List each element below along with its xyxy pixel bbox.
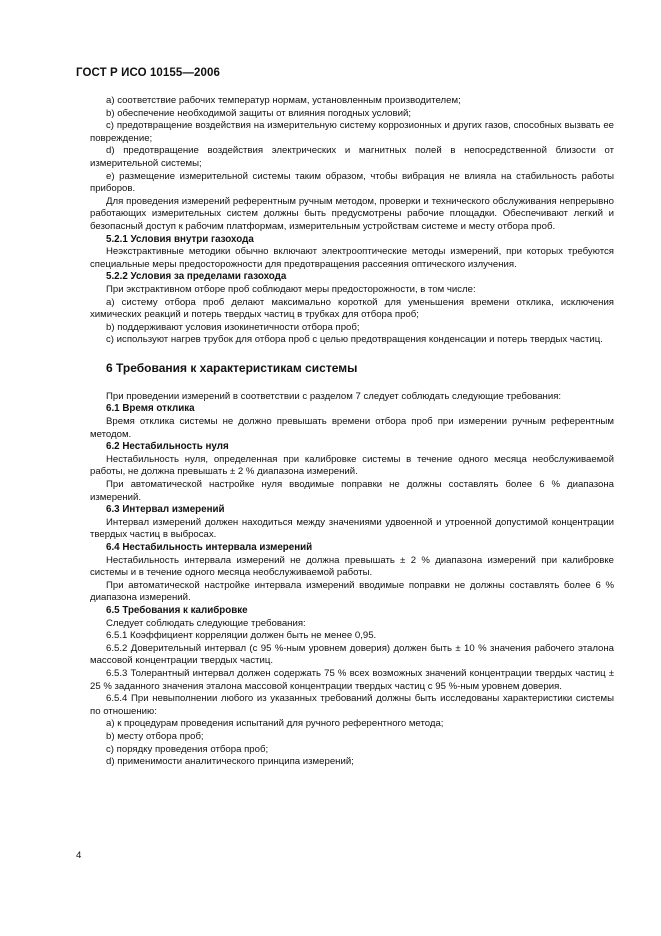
paragraph: При автоматической настройке интервала измерений вводимые поправки не должны составлять более 6 % диапазона измерений. (90, 579, 614, 604)
paragraph: При автоматической настройке нуля вводимые поправки не должны составлять более 6 % диапазона измерений. (90, 479, 614, 503)
list-item: d) предотвращение воздействия электрических и магнитных полей в непосредственной близости от измерительной системы; (90, 145, 614, 169)
list-item: c) предотвращение воздействия на измерительную систему коррозионных и других газов, способных вызвать ее повреждение; (90, 120, 614, 144)
heading-6-1: 6.1 Время отклика (106, 403, 195, 415)
heading-section-6: 6 Требования к характеристикам системы (106, 360, 358, 375)
paragraph-platforms: Для проведения измерений референтным ручным методом, проверки и технического обслуживания непрерывно работающих измерительных систем должны быть предусмотрены рабочие площадки. Обеспечивают легкий и безопасный доступ к рабочим платформам, измерительным устройствам системе и месту отбора проб. (90, 195, 614, 232)
page-number: 4 (76, 850, 82, 861)
list-item: a) систему отбора проб делают максимально короткой для уменьшения времени отклика, исключения химических реакций и потерь твердых частиц в трубках для отбора проб; (90, 296, 614, 321)
paragraph: Время отклика системы не должно превышать времени отбора проб при измерении ручным референтным методом. (90, 416, 614, 440)
list-item: e) размещение измерительной системы таким образом, чтобы вибрация не влияла на стабильность работы приборов. (90, 170, 614, 195)
heading-5-2-1: 5.2.1 Условия внутри газохода (106, 233, 254, 245)
list-item: d) применимости аналитического принципа измерений; (106, 756, 354, 768)
list-item: c) используют нагрев трубок для отбора проб с целью предотвращения конденсации и потерь твердых частиц. (106, 334, 603, 346)
paragraph: Следует соблюдать следующие требования: (106, 617, 306, 629)
paragraph: 6.5.3 Толерантный интервал должен содержать 75 % всех возможных значений концентрации твердых частиц ± 25 % заданного значения эталона массовой концентрации твердых частиц с 95 %-ным уровнем доверия. (90, 667, 614, 692)
paragraph: Нестабильность нуля, определенная при калибровке системы в течение одного месяца необслуживаемой работы, не должна превышать ± 2 % диапазона измерений. (90, 453, 614, 478)
paragraph: При проведении измерений в соответствии с разделом 7 следует соблюдать следующие требования: (106, 390, 562, 402)
list-item: a) соответствие рабочих температур нормам, установленным производителем; (106, 95, 461, 106)
paragraph: При экстрактивном отборе проб соблюдают меры предосторожности, в том числе: (106, 283, 476, 295)
document-header: ГОСТ Р ИСО 10155—2006 (76, 67, 221, 79)
list-item: b) поддерживают условия изокинетичности отбора проб; (106, 321, 360, 333)
paragraph: Интервал измерений должен находиться между значениями удвоенной и утроенной допустимой концентрации твердых частиц в выбросах. (90, 516, 614, 541)
heading-6-3: 6.3 Интервал измерений (106, 504, 225, 516)
list-item: b) месту отбора проб; (106, 730, 204, 742)
paragraph: 6.5.1 Коэффициент корреляции должен быть не менее 0,95. (106, 630, 377, 642)
page-content (90, 95, 614, 769)
paragraph: Нестабильность интервала измерений не должна превышать ± 2 % диапазона измерений при калибровке системы и в течение одного месяца необслуживаемой работы. (90, 554, 614, 579)
heading-6-4: 6.4 Нестабильность интервала измерений (106, 542, 313, 553)
paragraph: Неэкстрактивные методики обычно включают электрооптические методы измерений, при которых требуются специальные меры предосторожности для предотвращения рассеяния оптического излучения. (90, 246, 614, 270)
paragraph: 6.5.4 При невыполнении любого из указанных требований должны быть исследованы характеристики системы по отношению: (90, 693, 614, 717)
list-item: c) порядку проведения отбора проб; (106, 743, 269, 755)
heading-6-2: 6.2 Нестабильность нуля (106, 441, 229, 453)
list-item: a) к процедурам проведения испытаний для ручного референтного метода; (106, 718, 444, 730)
heading-5-2-2: 5.2.2 Условия за пределами газохода (106, 271, 287, 283)
paragraph: 6.5.2 Доверительный интервал (с 95 %-ным уровнем доверия) должен быть ± 10 % значения рабочего эталона массовой концентрации твердых частиц. (90, 642, 614, 667)
heading-6-5: 6.5 Требования к калибровке (106, 604, 248, 616)
list-item: b) обеспечение необходимой защиты от влияния погодных условий; (106, 107, 412, 119)
